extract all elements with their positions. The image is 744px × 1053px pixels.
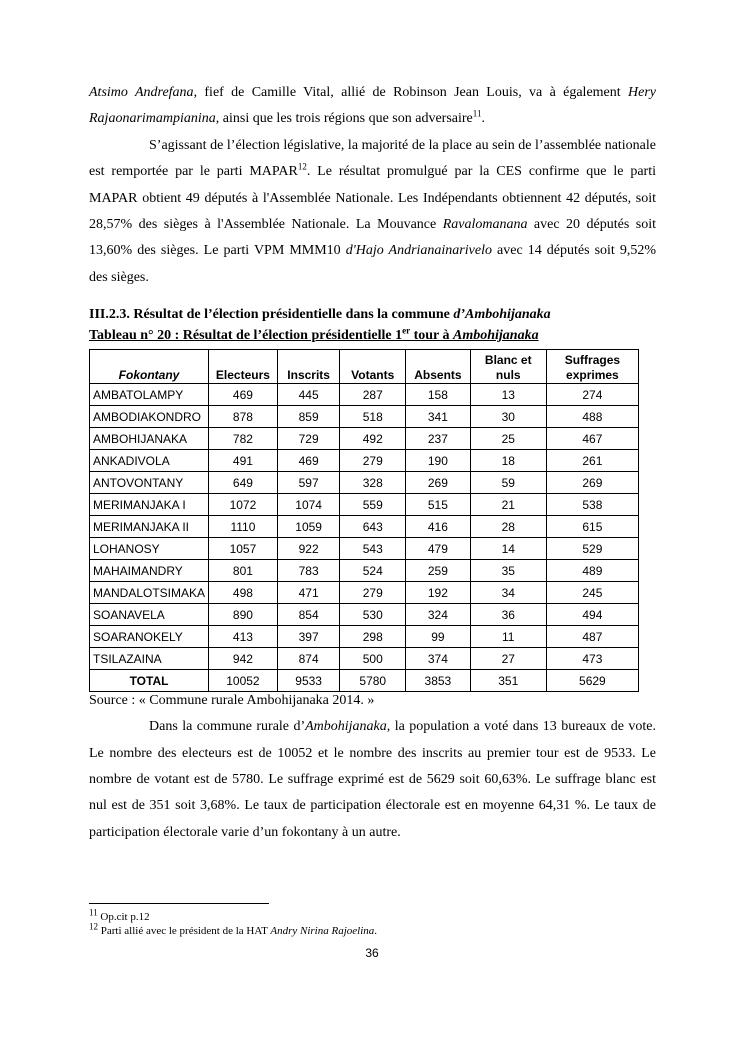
value-cell: 14 xyxy=(470,538,546,560)
value-cell: 21 xyxy=(470,494,546,516)
value-cell: 859 xyxy=(277,406,340,428)
paragraph-analysis: Dans la commune rurale d’Ambohijanaka, la population a voté dans 13 bureaux de vote. Le nombre des electeurs est de 10052 et le nombre des inscrits au premier tour est de 9533. Le nombre de votant est de 5780. Le suffrage exprimé est de 5629 soit 60,63%. Le suffrage blanc est nul est de 351 soit 3,68%. Le taux de participation électorale est en moyenne 64,31 %. Le taux de participation électorale varie d’un fokontany à un autre. xyxy=(89,719,657,840)
col-header-inscrits: Inscrits xyxy=(277,350,340,384)
value-cell: 324 xyxy=(406,604,471,626)
fokontany-cell: LOHANOSY xyxy=(90,538,209,560)
value-cell: 1059 xyxy=(277,516,340,538)
fokontany-cell: ANTOVONTANY xyxy=(90,472,209,494)
value-cell: 269 xyxy=(406,472,471,494)
total-value: 9533 xyxy=(277,670,340,692)
value-cell: 538 xyxy=(546,494,638,516)
value-cell: 328 xyxy=(340,472,406,494)
value-cell: 643 xyxy=(340,516,406,538)
value-cell: 279 xyxy=(340,450,406,472)
value-cell: 1057 xyxy=(209,538,278,560)
total-value: 5629 xyxy=(546,670,638,692)
table-row xyxy=(90,494,639,516)
value-cell: 473 xyxy=(546,648,638,670)
fokontany-cell: ANKADIVOLA xyxy=(90,450,209,472)
value-cell: 471 xyxy=(277,582,340,604)
col-header-votants: Votants xyxy=(340,350,406,384)
table-row xyxy=(90,406,639,428)
value-cell: 1074 xyxy=(277,494,340,516)
value-cell: 11 xyxy=(470,626,546,648)
value-cell: 237 xyxy=(406,428,471,450)
results-table xyxy=(89,349,639,692)
value-cell: 500 xyxy=(340,648,406,670)
value-cell: 543 xyxy=(340,538,406,560)
col-header-absents: Absents xyxy=(406,350,471,384)
value-cell: 190 xyxy=(406,450,471,472)
footnotes xyxy=(89,903,656,938)
value-cell: 494 xyxy=(546,604,638,626)
value-cell: 597 xyxy=(277,472,340,494)
value-cell: 530 xyxy=(340,604,406,626)
col-header-blanc-nuls: Blanc et nuls xyxy=(470,350,546,384)
value-cell: 729 xyxy=(277,428,340,450)
value-cell: 615 xyxy=(546,516,638,538)
value-cell: 27 xyxy=(470,648,546,670)
table-caption: Tableau n° 20 : Résultat de l’élection présidentielle 1er tour à Ambohijanaka xyxy=(89,325,539,344)
value-cell: 28 xyxy=(470,516,546,538)
value-cell: 1110 xyxy=(209,516,278,538)
footnote-ref-12[interactable]: 12 xyxy=(297,161,307,172)
person-name: Hery Rajaonarimampianina xyxy=(89,85,656,127)
col-header-suffrages: Suffrages exprimes xyxy=(546,350,638,384)
value-cell: 469 xyxy=(209,384,278,406)
total-value: 351 xyxy=(470,670,546,692)
value-cell: 529 xyxy=(546,538,638,560)
value-cell: 942 xyxy=(209,648,278,670)
fokontany-cell: AMBATOLAMPY xyxy=(90,384,209,406)
value-cell: 489 xyxy=(546,560,638,582)
footnote-11: $^{11}$ Op.cit p.12 xyxy=(89,907,150,923)
col-header-electeurs: Electeurs xyxy=(209,350,278,384)
table-row xyxy=(90,384,639,406)
value-cell: 782 xyxy=(209,428,278,450)
col-header-fokontany: Fokontany xyxy=(90,350,209,384)
value-cell: 515 xyxy=(406,494,471,516)
value-cell: 397 xyxy=(277,626,340,648)
value-cell: 25 xyxy=(470,428,546,450)
value-cell: 874 xyxy=(277,648,340,670)
value-cell: 1072 xyxy=(209,494,278,516)
value-cell: 487 xyxy=(546,626,638,648)
value-cell: 18 xyxy=(470,450,546,472)
value-cell: 413 xyxy=(209,626,278,648)
value-cell: 492 xyxy=(340,428,406,450)
fokontany-cell: TSILAZAINA xyxy=(90,648,209,670)
value-cell: 259 xyxy=(406,560,471,582)
fokontany-cell: MANDALOTSIMAKA xyxy=(90,582,209,604)
value-cell: 274 xyxy=(546,384,638,406)
value-cell: 854 xyxy=(277,604,340,626)
value-cell: 298 xyxy=(340,626,406,648)
table-total-row xyxy=(90,670,639,692)
value-cell: 374 xyxy=(406,648,471,670)
value-cell: 416 xyxy=(406,516,471,538)
value-cell: 518 xyxy=(340,406,406,428)
value-cell: 524 xyxy=(340,560,406,582)
value-cell: 783 xyxy=(277,560,340,582)
paragraph-legislative: S’agissant de l’élection législative, la majorité de la place au sein de l’assemblée nationale est remportée par le parti MAPAR$^{12}$. Le résultat promulgué par la CES confirme que le parti MAPAR obtient 49 députés à l'Assemblée Nationale. Les Indépendants obtiennent 42 députés, soit 28,57% des sièges à l'Assemblée Nationale. La Mouvance Ravalomanana avec 20 députés soit 13,60% des sièges. Le parti VPM MMM10 d'Hajo Andrianainarivelo avec 14 députés soit 9,52% des sièges. xyxy=(89,137,656,285)
value-cell: 279 xyxy=(340,582,406,604)
fokontany-cell: AMBODIAKONDRO xyxy=(90,406,209,428)
fokontany-cell: SOANAVELA xyxy=(90,604,209,626)
document-page xyxy=(89,80,656,846)
page-number: 36 xyxy=(365,946,379,960)
value-cell: 30 xyxy=(470,406,546,428)
total-value: 10052 xyxy=(209,670,278,692)
value-cell: 467 xyxy=(546,428,638,450)
value-cell: 491 xyxy=(209,450,278,472)
fokontany-cell: SOARANOKELY xyxy=(90,626,209,648)
value-cell: 498 xyxy=(209,582,278,604)
value-cell: 559 xyxy=(340,494,406,516)
table-body xyxy=(90,384,639,692)
value-cell: 158 xyxy=(406,384,471,406)
table-row xyxy=(90,450,639,472)
total-label: TOTAL xyxy=(90,670,209,692)
paragraph-intro: Atsimo Andrefana, fief de Camille Vital, allié de Robinson Jean Louis, va à également Hery Rajaonarimampianina, ainsi que les trois régions que son adversaire$^{11}$. xyxy=(89,85,656,127)
value-cell: 341 xyxy=(406,406,471,428)
value-cell: 488 xyxy=(546,406,638,428)
fokontany-cell: AMBOHIJANAKA xyxy=(90,428,209,450)
value-cell: 269 xyxy=(546,472,638,494)
table-row xyxy=(90,582,639,604)
value-cell: 649 xyxy=(209,472,278,494)
table-header-row xyxy=(90,350,639,384)
table-row xyxy=(90,516,639,538)
table-row xyxy=(90,472,639,494)
value-cell: 878 xyxy=(209,406,278,428)
footnote-12: $^{12}$ Parti allié avec le président de la HAT Andry Nirina Rajoelina. xyxy=(89,921,378,937)
value-cell: 245 xyxy=(546,582,638,604)
value-cell: 890 xyxy=(209,604,278,626)
table-row xyxy=(90,428,639,450)
value-cell: 99 xyxy=(406,626,471,648)
value-cell: 59 xyxy=(470,472,546,494)
value-cell: 445 xyxy=(277,384,340,406)
footnote-separator xyxy=(89,903,269,904)
fokontany-cell: MERIMANJAKA II xyxy=(90,516,209,538)
table-source: Source : « Commune rurale Ambohijanaka 2014. » xyxy=(89,693,375,709)
value-cell: 13 xyxy=(470,384,546,406)
value-cell: 801 xyxy=(209,560,278,582)
value-cell: 36 xyxy=(470,604,546,626)
section-heading: III.2.3. Résultat de l’élection présidentielle dans la commune d’Ambohijanaka xyxy=(89,307,551,323)
value-cell: 922 xyxy=(277,538,340,560)
fokontany-cell: MERIMANJAKA I xyxy=(90,494,209,516)
value-cell: 261 xyxy=(546,450,638,472)
table-row xyxy=(90,626,639,648)
value-cell: 479 xyxy=(406,538,471,560)
total-value: 5780 xyxy=(340,670,406,692)
value-cell: 192 xyxy=(406,582,471,604)
value-cell: 34 xyxy=(470,582,546,604)
region-name: Atsimo Andrefana xyxy=(89,85,194,100)
table-row xyxy=(90,604,639,626)
table-row xyxy=(90,538,639,560)
fokontany-cell: MAHAIMANDRY xyxy=(90,560,209,582)
value-cell: 469 xyxy=(277,450,340,472)
total-value: 3853 xyxy=(406,670,471,692)
table-row xyxy=(90,648,639,670)
table-row xyxy=(90,560,639,582)
footnote-ref-11[interactable]: 11 xyxy=(472,108,482,119)
value-cell: 35 xyxy=(470,560,546,582)
value-cell: 287 xyxy=(340,384,406,406)
